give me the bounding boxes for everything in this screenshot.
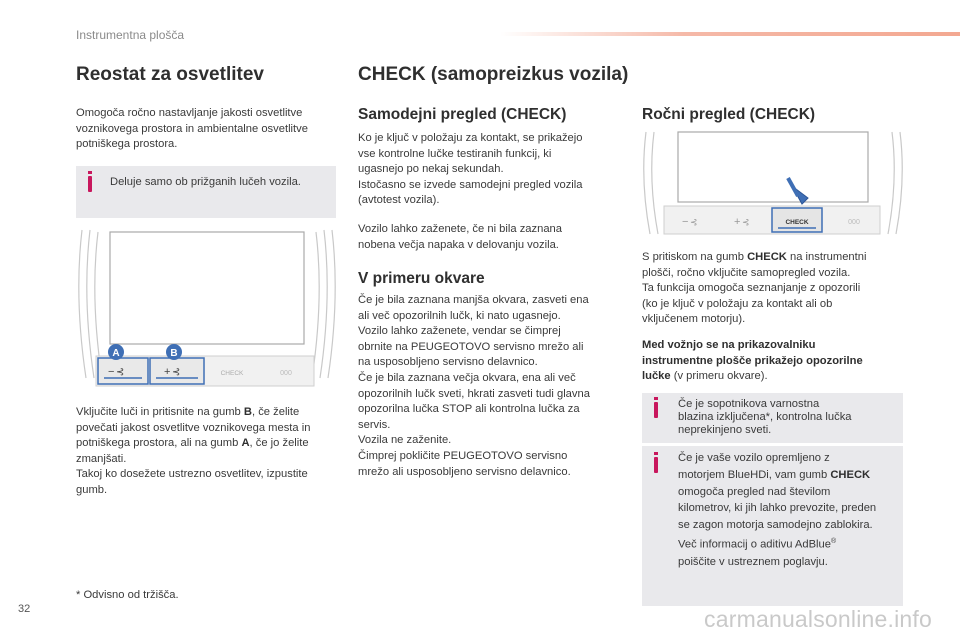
fault-title: V primeru okvare: [358, 270, 485, 287]
bluehdi-part1: Če je vaše vozilo opremljeno z motorjem BlueHDi, vam gumb: [678, 452, 830, 481]
section-header: Instrumentna plošča: [76, 28, 185, 42]
svg-text:+: +: [164, 366, 171, 378]
page-number: 32: [18, 603, 31, 615]
info-icon-dot: [88, 171, 92, 174]
check-button-label: CHECK: [220, 370, 244, 377]
left-body: [76, 405, 346, 499]
manual-odometer-label: 000: [848, 219, 860, 226]
bluehdi-check: CHECK: [830, 468, 871, 481]
manual-p2-rest: (v primeru okvare).: [670, 370, 768, 383]
left-body-part2: , če želite povečati jakost osvetlitve voznikovega mesta in potniškega prostora, ali na gumb: [76, 406, 311, 450]
left-body-a: A: [241, 437, 250, 450]
info-icon: [654, 402, 658, 418]
manual-p1-part1: S pritiskom na gumb: [642, 251, 748, 263]
svg-text:⊰: ⊰: [116, 367, 125, 378]
fault-body: Če je bila zaznana manjša okvara, zasveti ena ali več opozorilnih lučk, ki nato ugasnejo. Vozilo lahko zaženete, vendar se čimprej obrnite na PEUGEOTOVO servisno mrežo ali na usposobljeno servisno delavnico. Če je bila zaznana večja okvara, ena ali več opozorilnih lučk sveti, hkrati zasveti tudi glavna opozorilna lučka STOP ali kontrolna lučka za servis. Vozila ne zaženite. Čimprej pokličite PEUGEOTOVO servisno mrežo ali usposobljeno servisno delavnico.: [358, 294, 590, 478]
left-body-part3: , če jo želite zmanjšati. Takoj ko dosežete ustrezno osvetlitev, izpustite gumb.: [76, 437, 309, 496]
check-title: CHECK (samopreizkus vozila): [358, 64, 629, 85]
left-body-part1: Vključite luči in pritisnite na gumb: [76, 406, 244, 418]
info-icon: [654, 457, 658, 473]
header-rule: [500, 32, 960, 36]
svg-text:⊰: ⊰: [172, 367, 181, 378]
registered-mark: ®: [830, 537, 837, 545]
auto-check-p1: Ko je ključ v položaju za kontakt, se prikažejo vse kontrolne lučke testiranih funkcij, ki ugasnejo po nekaj sekundah. Istočasno se izvede samodejni pregled vozila (avtotest vozila).: [358, 132, 583, 207]
info-box-lights: [76, 166, 336, 218]
dashboard-illustration-check: [642, 130, 904, 238]
svg-text:−: −: [108, 366, 115, 378]
left-intro: Omogoča ročno nastavljanje jakosti osvetlitve voznikovega prostora in ambientalne osvetlitve potniškega prostora.: [76, 107, 308, 151]
manual-check-p2: [642, 338, 912, 385]
footnote: * Odvisno od tržišča.: [76, 589, 179, 601]
svg-text:−: −: [682, 216, 689, 228]
odometer-label: 000: [280, 370, 292, 377]
info-box-bluehdi: [642, 446, 903, 606]
manual-p2-bold: Med vožnjo se na prikazovalniku instrumentne plošče prikažejo opozorilne lučke: [642, 339, 863, 383]
info-note-airbag: Če je sopotnikova varnostna blazina izključena*, kontrolna lučka neprekinjeno sveti.: [678, 398, 852, 436]
manual-check-button-label: CHECK: [785, 219, 809, 226]
button-a-label: A: [112, 348, 120, 359]
info-icon: [88, 176, 92, 192]
manual-p1-check: CHECK: [747, 251, 787, 263]
manual-check-title: Ročni pregled (CHECK): [642, 106, 816, 123]
info-note: Deluje samo ob prižganih lučeh vozila.: [110, 176, 301, 188]
button-b-label: B: [170, 348, 178, 359]
svg-text:⊰: ⊰: [742, 218, 750, 228]
svg-text:+: +: [734, 216, 741, 228]
info-box-airbag: [642, 393, 903, 443]
left-title: Reostat za osvetlitev: [76, 64, 264, 85]
manual-check-p1: [642, 250, 912, 328]
info-icon-dot: [654, 397, 658, 400]
auto-check-p2: Vozilo lahko zaženete, če ni bila zaznana nobena večja napaka v delovanju vozila.: [358, 223, 562, 251]
bluehdi-part2: omogoča pregled nad številom kilometrov, ki jih lahko prevozite, preden se zagon motorja samodejno zablokira. Več informacij o aditivu AdBlue: [678, 485, 877, 551]
dashboard-illustration-dimmer: [76, 228, 338, 392]
manual-p1-part2: na instrumentni plošči, ročno vključite samopregled vozila. Ta funkcija omogoča seznanjanje z opozorili (ko je ključ v položaju za kontakt ali ob vključenem motorju).: [642, 251, 867, 326]
left-body-b: B: [243, 406, 252, 418]
bluehdi-part3: poiščite v ustreznem poglavju.: [678, 555, 828, 568]
auto-check-title: Samodejni pregled (CHECK): [358, 106, 567, 123]
info-note-bluehdi: [678, 450, 900, 570]
svg-text:⊰: ⊰: [690, 218, 698, 228]
info-icon-dot: [654, 452, 658, 455]
watermark: carmanualsonline.info: [704, 606, 932, 632]
